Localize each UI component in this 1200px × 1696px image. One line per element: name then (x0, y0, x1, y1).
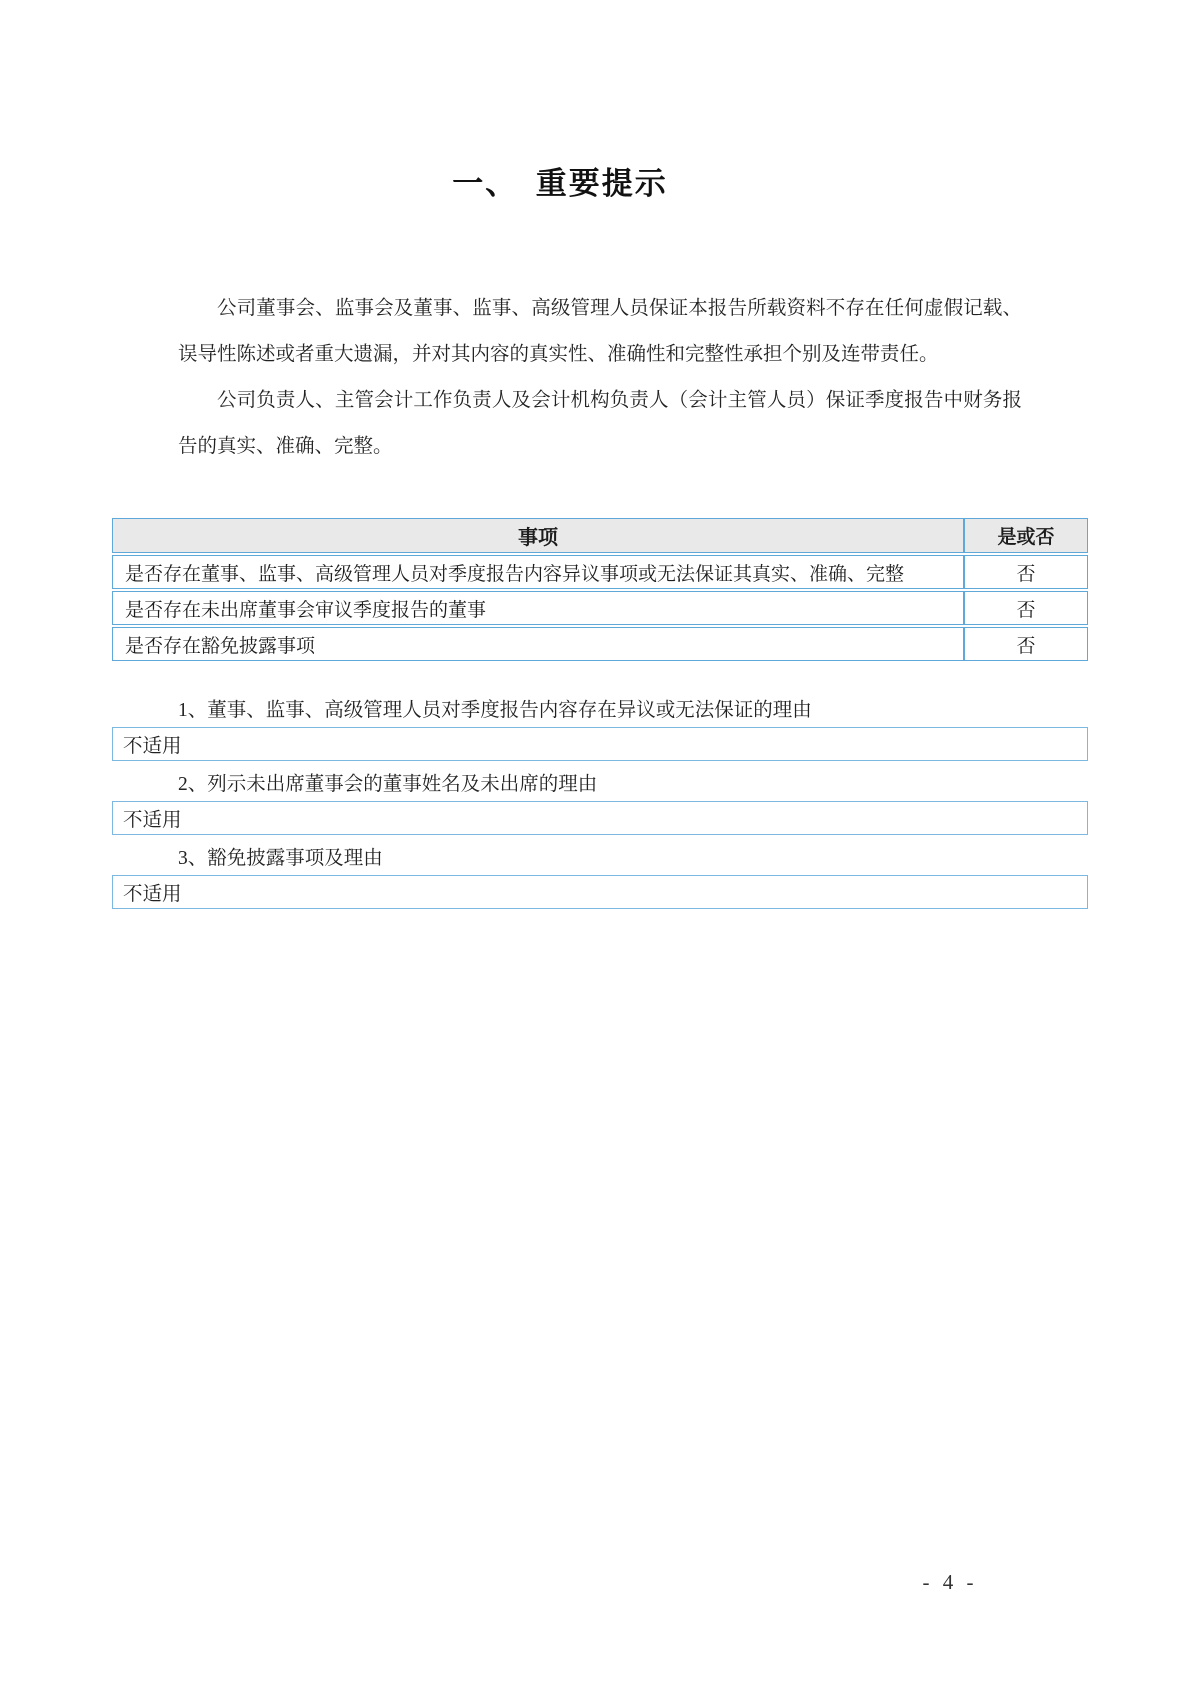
numbered-items (112, 694, 1088, 916)
table-header-item: 事项 (113, 519, 965, 552)
item-3-label: 3、豁免披露事项及理由 (178, 848, 383, 869)
paragraph-liability-statement: 公司董事会、监事会及董事、监事、高级管理人员保证本报告所载资料不存在任何虚假记载、误导性陈述或者重大遗漏，并对其内容的真实性、准确性和完整性承担个别及连带责任。 (178, 298, 1022, 365)
table-cell-item: 是否存在豁免披露事项 (113, 628, 965, 660)
paragraph-financial-statement: 公司负责人、主管会计工作负责人及会计机构负责人（会计主管人员）保证季度报告中财务报告的真实、准确、完整。 (178, 390, 1022, 457)
item-2-label: 2、列示未出席董事会的董事姓名及未出席的理由 (178, 774, 598, 795)
intro-paragraphs (178, 286, 1022, 470)
page-number: - 4 - (922, 1570, 978, 1594)
table-cell-item: 是否存在董事、监事、高级管理人员对季度报告内容异议事项或无法保证其真实、准确、完整 (113, 556, 965, 588)
item-3-value-box: 不适用 (112, 875, 1088, 909)
table-row (112, 627, 1088, 661)
table-cell-answer: 否 (1016, 635, 1036, 657)
table-row (112, 555, 1088, 589)
table-cell-item: 是否存在未出席董事会审议季度报告的董事 (113, 592, 965, 624)
page-title: 一、 重要提示 (452, 166, 668, 201)
table-cell-answer: 否 (1016, 599, 1036, 621)
table-header-answer: 是或否 (997, 527, 1055, 548)
table-row (112, 591, 1088, 625)
table-header-row (112, 518, 1088, 553)
table-cell-answer: 否 (1016, 563, 1036, 585)
item-2-value-box: 不适用 (112, 801, 1088, 835)
yes-no-table (112, 518, 1088, 663)
item-1-value-box: 不适用 (112, 727, 1088, 761)
item-1-label: 1、董事、监事、高级管理人员对季度报告内容存在异议或无法保证的理由 (178, 700, 812, 721)
